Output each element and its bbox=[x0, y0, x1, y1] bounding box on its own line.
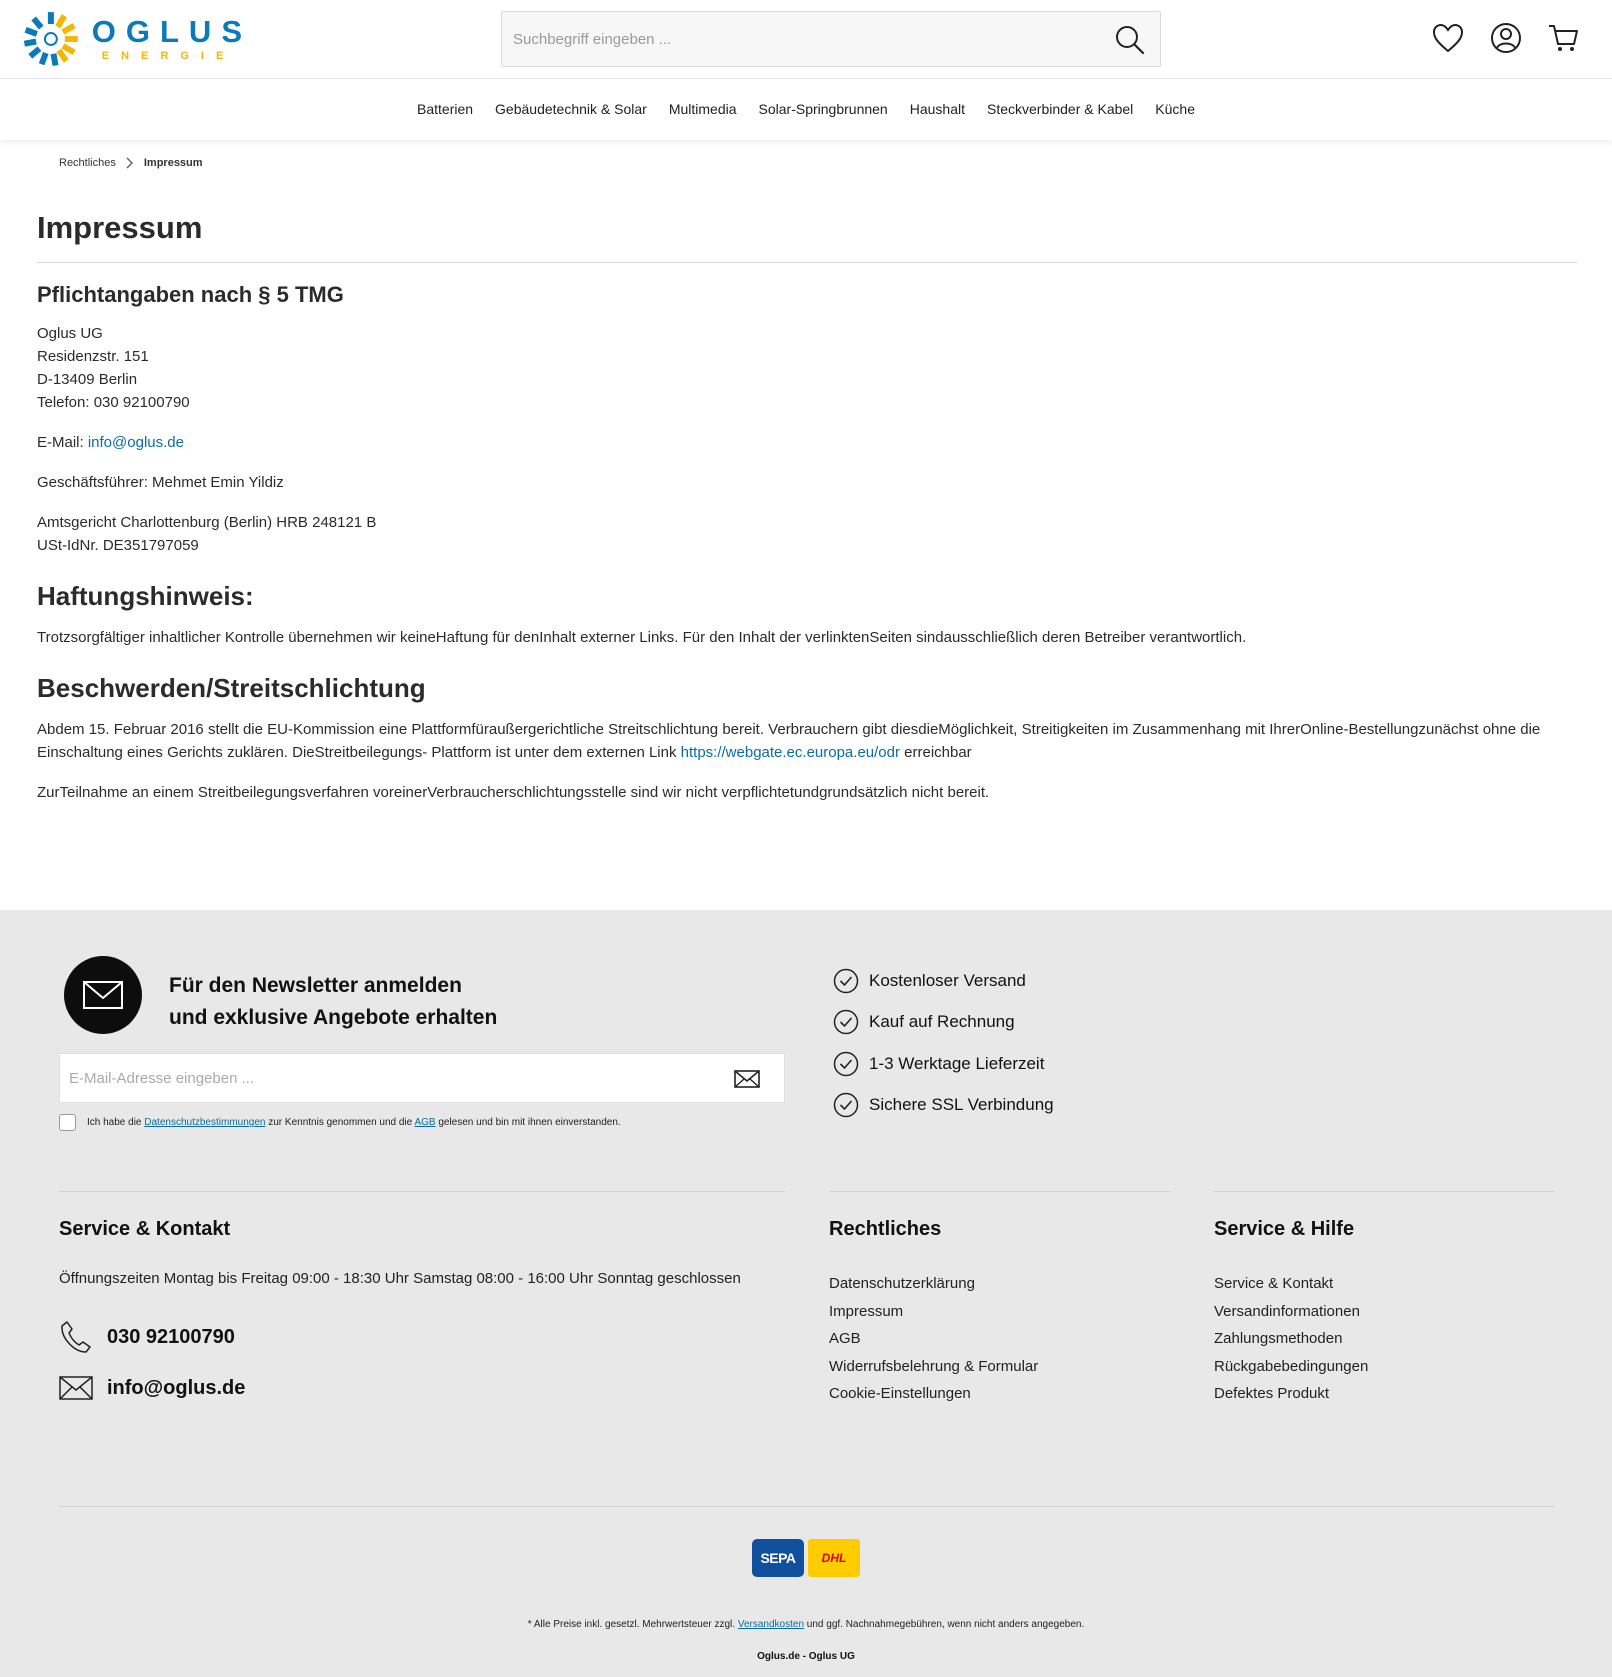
envelope-icon bbox=[83, 981, 123, 1009]
consent-checkbox[interactable] bbox=[59, 1114, 76, 1131]
footer-link-agb[interactable]: AGB bbox=[829, 1330, 861, 1347]
nav-item-multimedia[interactable]: Multimedia bbox=[668, 101, 737, 117]
email-label: E-Mail: bbox=[37, 434, 88, 451]
teilnahme-text: ZurTeilnahme an einem Streitbeilegungsverfahren voreinerVerbraucherschlichtungsstelle sind wir nicht verpflichtetundgrundsätzlich nicht bereit. bbox=[37, 784, 990, 801]
city: D-13409 Berlin bbox=[37, 371, 138, 388]
newsletter-email-input[interactable] bbox=[60, 1054, 720, 1102]
footer-link-service-kontakt[interactable]: Service & Kontakt bbox=[1214, 1275, 1334, 1292]
newsletter-title-line2: und exklusive Angebote erhalten bbox=[169, 1006, 498, 1029]
main-content bbox=[37, 210, 1577, 821]
consent-text-mid: zur Kenntnis genommen und die bbox=[265, 1117, 415, 1128]
nav-item-solar-springbrunnen[interactable]: Solar-Springbrunnen bbox=[758, 101, 888, 117]
newsletter-consent bbox=[59, 1114, 621, 1131]
search-button[interactable] bbox=[1112, 22, 1148, 58]
contact-phone[interactable] bbox=[59, 1320, 785, 1354]
sepa-logo bbox=[752, 1539, 804, 1577]
newsletter-form bbox=[59, 1053, 785, 1103]
check-circle-icon bbox=[833, 968, 859, 994]
newsletter-submit-envelope-icon[interactable] bbox=[734, 1068, 762, 1090]
site-footer bbox=[0, 910, 1612, 1677]
nav-item-haushalt[interactable]: Haushalt bbox=[909, 101, 965, 117]
address-block bbox=[37, 322, 1577, 414]
footer-link-datenschutz[interactable]: Datenschutzerklärung bbox=[829, 1275, 975, 1292]
consent-text-pre: Ich habe die bbox=[87, 1117, 145, 1128]
usp-item bbox=[833, 1002, 1054, 1044]
breadcrumb-current: Impressum bbox=[143, 157, 203, 169]
usp-label: Sichere SSL Verbindung bbox=[869, 1095, 1054, 1115]
usp-label: 1-3 Werktage Lieferzeit bbox=[869, 1053, 1045, 1073]
footer-col-title: Service & Hilfe bbox=[1214, 1218, 1355, 1240]
email-line bbox=[37, 431, 1577, 454]
nav-item-steckverbinder-kabel[interactable]: Steckverbinder & Kabel bbox=[986, 101, 1134, 117]
dhl-logo bbox=[808, 1539, 860, 1577]
footer-link-rueckgabe[interactable]: Rückgabebedingungen bbox=[1214, 1357, 1369, 1375]
cart-icon bbox=[1547, 22, 1579, 54]
logo-sun-icon bbox=[22, 10, 80, 68]
disclaimer-pre: * Alle Preise inkl. gesetzl. Mehrwertsteuer zzgl. bbox=[527, 1619, 738, 1630]
price-disclaimer bbox=[0, 1619, 1612, 1630]
wishlist-button[interactable] bbox=[1430, 20, 1466, 56]
street: Residenzstr. 151 bbox=[37, 348, 149, 365]
beschwerden-text-a: Abdem 15. Februar 2016 stellt die EU-Kommission eine Plattformfüraußergerichtliche Streitschlichtung bereit. Verbrauchern gibt diesdieMöglichkeit, Streitigkeiten im Zusammenhang mit IhrerOnline-Bestellungzunächst ohne die Einschaltung eines Gerichts zuklären. DieStreitbeilegungs- Plattform ist unter dem externen Link bbox=[37, 721, 1541, 761]
account-button[interactable] bbox=[1488, 20, 1524, 56]
haftung-text: Trotzsorgfältiger inhaltlicher Kontrolle übernehmen wir keineHaftung für denInhalt externer Links. Für den Inhalt der verlinktenSeiten sindausschließlich deren Betreiber verantwortlich. bbox=[37, 629, 1247, 646]
nav-item-kueche[interactable]: Küche bbox=[1155, 101, 1195, 117]
email-link[interactable]: info@oglus.de bbox=[87, 434, 184, 451]
logo[interactable] bbox=[22, 10, 252, 68]
nav-item-batterien[interactable]: Batterien bbox=[417, 101, 474, 117]
privacy-link[interactable]: Datenschutzbestimmungen bbox=[144, 1117, 266, 1128]
section-heading-beschwerden: Beschwerden/Streitschlichtung bbox=[37, 673, 426, 703]
site-header bbox=[0, 0, 1612, 79]
newsletter-title bbox=[169, 970, 569, 1034]
search-icon bbox=[1115, 25, 1145, 55]
register-block bbox=[37, 511, 1577, 557]
breadcrumb-parent[interactable]: Rechtliches bbox=[59, 157, 116, 169]
search-bar bbox=[501, 11, 1161, 67]
register-line: Amtsgericht Charlottenburg (Berlin) HRB 248121 B bbox=[37, 514, 377, 531]
disclaimer-post: und ggf. Nachnahmegebühren, wenn nicht anders angegeben. bbox=[804, 1619, 1085, 1630]
agb-link[interactable]: AGB bbox=[414, 1117, 436, 1128]
chevron-right-icon bbox=[126, 157, 134, 169]
newsletter-badge bbox=[64, 956, 142, 1034]
footer-col-service-kontakt bbox=[59, 1191, 785, 1400]
dhl-logo-text: DHL bbox=[821, 1551, 847, 1565]
shipping-costs-link[interactable]: Versandkosten bbox=[737, 1619, 805, 1630]
opening-hours: Öffnungszeiten Montag bis Freitag 09:00 - 18:30 Uhr Samstag 08:00 - 16:00 Uhr Sonntag geschlossen bbox=[59, 1270, 741, 1287]
cart-button[interactable] bbox=[1545, 20, 1581, 56]
beschwerden-text bbox=[37, 718, 1577, 764]
footer-link-cookies[interactable]: Cookie-Einstellungen bbox=[829, 1385, 971, 1402]
vat-line: USt-IdNr. DE351797059 bbox=[37, 537, 199, 554]
heart-icon bbox=[1432, 23, 1464, 53]
phone-icon bbox=[59, 1320, 93, 1354]
logo-subtitle: ENERGIE bbox=[101, 50, 236, 62]
footer-divider bbox=[59, 1506, 1555, 1507]
usp-label: Kostenloser Versand bbox=[869, 970, 1026, 990]
footer-link-defekt[interactable]: Defektes Produkt bbox=[1214, 1385, 1330, 1402]
consent-text bbox=[87, 1117, 621, 1128]
footer-links bbox=[1214, 1270, 1555, 1408]
check-circle-icon bbox=[833, 1092, 859, 1118]
search-input[interactable] bbox=[502, 12, 1092, 66]
footer-link-widerruf[interactable]: Widerrufsbelehrung & Formular bbox=[829, 1357, 1039, 1375]
envelope-icon bbox=[59, 1376, 93, 1400]
manager-line: Geschäftsführer: Mehmet Emin Yildiz bbox=[37, 474, 284, 491]
footer-col-title: Service & Kontakt bbox=[59, 1218, 231, 1240]
footer-col-rechtliches bbox=[829, 1191, 1170, 1408]
usp-item bbox=[833, 1043, 1054, 1085]
contact-email[interactable] bbox=[59, 1376, 785, 1400]
footer-link-zahlung[interactable]: Zahlungsmethoden bbox=[1214, 1330, 1343, 1347]
check-circle-icon bbox=[833, 1051, 859, 1077]
odr-link[interactable]: https://webgate.ec.europa.eu/odr bbox=[680, 744, 900, 761]
page-title: Impressum bbox=[37, 210, 1577, 263]
usp-label: Kauf auf Rechnung bbox=[869, 1012, 1015, 1032]
user-icon bbox=[1490, 22, 1522, 54]
consent-text-post: gelesen und bin mit ihnen einverstanden. bbox=[435, 1117, 621, 1128]
contact-email-address: info@oglus.de bbox=[107, 1376, 246, 1399]
beschwerden-text-b: erreichbar bbox=[899, 744, 972, 761]
newsletter-title-line1: Für den Newsletter anmelden bbox=[169, 974, 462, 997]
footer-col-title: Rechtliches bbox=[829, 1218, 942, 1240]
company-name: Oglus UG bbox=[37, 325, 103, 342]
sepa-logo-text: SEPA bbox=[760, 1550, 796, 1566]
usp-list bbox=[833, 960, 1054, 1126]
nav-item-gebaeudetechnik-solar[interactable]: Gebäudetechnik & Solar bbox=[495, 101, 647, 117]
footer-links bbox=[829, 1270, 1170, 1408]
phone-line: Telefon: 030 92100790 bbox=[37, 394, 190, 411]
breadcrumb bbox=[59, 157, 203, 169]
footer-link-impressum[interactable]: Impressum bbox=[829, 1302, 904, 1320]
contact-phone-number: 030 92100790 bbox=[107, 1325, 235, 1348]
main-nav bbox=[0, 79, 1612, 140]
footer-col-service-hilfe bbox=[1214, 1191, 1555, 1408]
section-heading-pflichtangaben: Pflichtangaben nach § 5 TMG bbox=[37, 282, 344, 307]
check-circle-icon bbox=[833, 1009, 859, 1035]
footer-link-versand[interactable]: Versandinformationen bbox=[1214, 1302, 1360, 1320]
usp-item bbox=[833, 1085, 1054, 1127]
usp-item bbox=[833, 960, 1054, 1002]
payment-logos bbox=[752, 1539, 860, 1577]
copyright: Oglus.de - Oglus UG bbox=[757, 1651, 855, 1662]
logo-word: OGLUS bbox=[91, 14, 252, 49]
section-heading-haftung: Haftungshinweis: bbox=[37, 581, 254, 611]
